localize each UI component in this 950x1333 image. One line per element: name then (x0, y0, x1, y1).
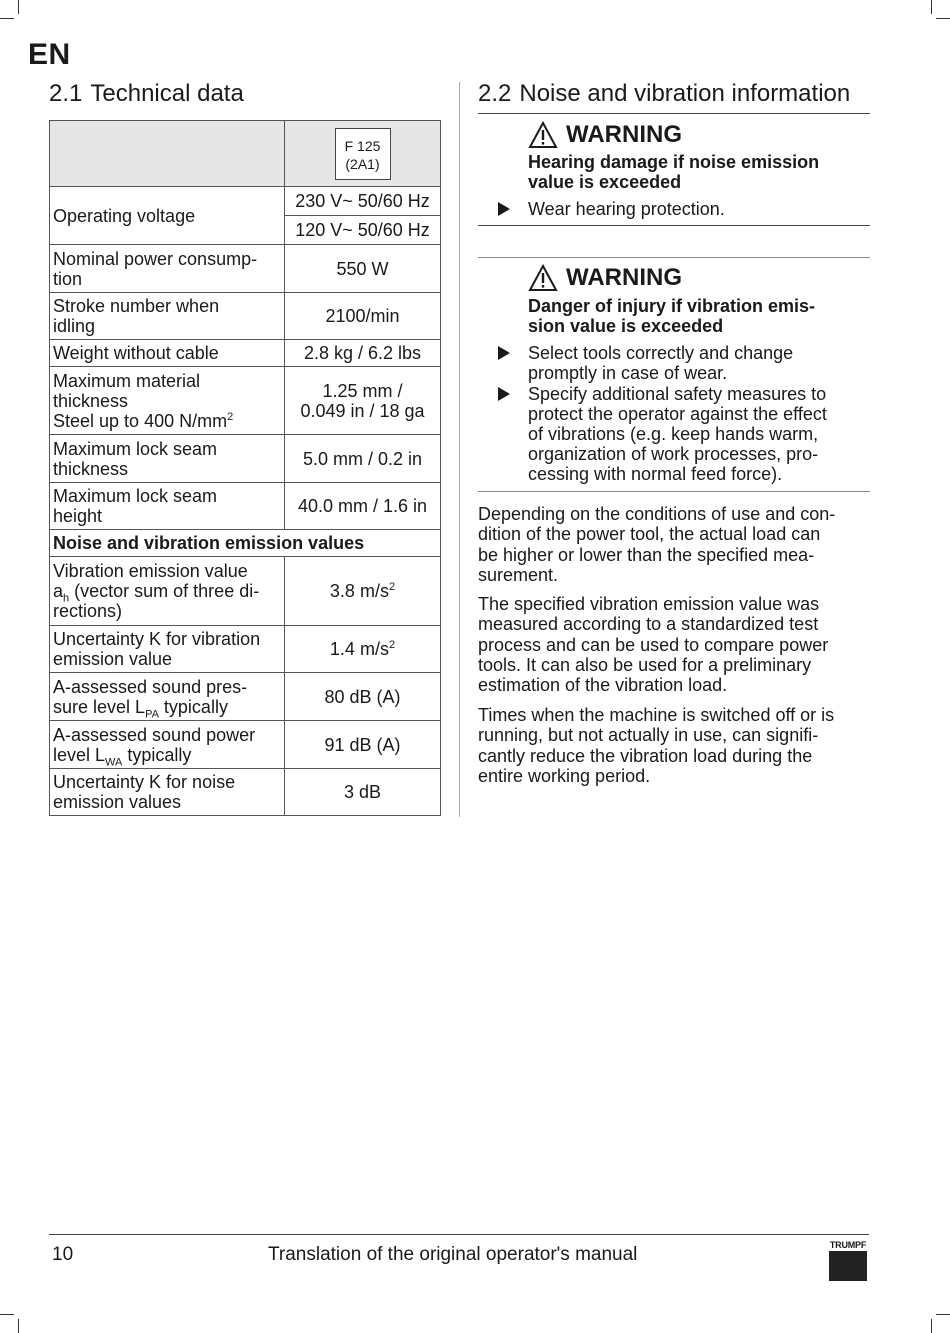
power-level-label-sub: WA (105, 756, 123, 769)
bullet-arrow-icon (498, 387, 510, 401)
row-value-sound-pressure: 80 dB (A) (285, 673, 441, 721)
row-value-vibration (285, 557, 441, 626)
row-label-power: Nominal power consump- tion (50, 245, 285, 293)
table-row (50, 626, 441, 673)
material-label-sup: 2 (227, 410, 234, 423)
table-header-empty (50, 121, 285, 187)
vibration-label-a: Vibration emission value a (53, 561, 248, 601)
row-value-sound-power: 91 dB (A) (285, 721, 441, 769)
model-variant: (2A1) (345, 155, 380, 172)
table-row (50, 187, 441, 245)
section-title-text: Technical data (90, 80, 244, 107)
table-row (50, 721, 441, 769)
table-row (50, 435, 441, 483)
crop-mark (936, 18, 950, 19)
column-divider (459, 82, 460, 817)
warning-heading (528, 264, 682, 292)
page-number: 10 (52, 1244, 74, 1265)
row-label-material (50, 367, 285, 435)
warning-heading (528, 121, 682, 149)
body-paragraph: The specified vibration emission value was measured according to a standardized test process and can be used to compare power tools. It can also be used for a preliminary estimation of the vibration load. (478, 594, 829, 696)
warning-description: Danger of injury if vibration emis- sion value is exceeded (528, 296, 816, 336)
row-value-vibration-uncertainty (285, 626, 441, 673)
model-box (335, 128, 391, 180)
row-value-voltage (285, 187, 441, 245)
table-row (50, 367, 441, 435)
section-title-text: Noise and vibration information (519, 80, 851, 107)
row-label-vibration (50, 557, 285, 626)
crop-mark (931, 0, 932, 14)
body-paragraph: Depending on the conditions of use and con- dition of the power tool, the actual load can be higher or lower than the specified mea- surement. (478, 504, 836, 585)
logo-block (829, 1251, 867, 1281)
bullet-text: Select tools correctly and change promptly in case of wear. (528, 343, 794, 383)
material-label-text: Maximum material thickness Steel up to 400 N/mm (53, 370, 228, 431)
row-label-voltage: Operating voltage (50, 187, 285, 245)
table-row (50, 245, 441, 293)
warning-description: Hearing damage if noise emission value is exceeded (528, 152, 820, 192)
crop-mark (936, 1314, 950, 1315)
technical-data-table (49, 120, 441, 816)
table-row (50, 340, 441, 367)
model-name: F 125 (344, 137, 381, 154)
warning-bullet (498, 199, 868, 219)
table-row (50, 483, 441, 530)
table-header-row (50, 121, 441, 187)
language-label: EN (28, 38, 71, 71)
row-label-sound-pressure (50, 673, 285, 721)
crop-mark (18, 1319, 19, 1333)
section-title-technical-data (49, 80, 244, 108)
section-number: 2.1 (49, 80, 83, 107)
warning-title: WARNING (566, 264, 682, 291)
section-title-noise-vibration (478, 80, 850, 108)
vibration-value-sup: 2 (388, 581, 396, 593)
power-level-label-a: A-assessed sound power level L (53, 724, 256, 765)
row-label-vibration-uncertainty: Uncertainty K for vibration emission value (50, 626, 285, 673)
bullet-arrow-icon (498, 346, 510, 360)
warning-bullet (498, 384, 868, 484)
power-level-label-b: typically (122, 744, 192, 765)
row-value-material: 1.25 mm / 0.049 in / 18 ga (285, 367, 441, 435)
vib-uncert-value-sup: 2 (388, 639, 396, 651)
pressure-label-b: typically (158, 696, 228, 717)
row-value-weight: 2.8 kg / 6.2 lbs (285, 340, 441, 367)
row-value-noise-uncertainty: 3 dB (285, 769, 441, 816)
warning-title: WARNING (566, 121, 682, 148)
bullet-text: Specify additional safety measures to protect the operator against the effect of vibrations (e.g. keep hands warm, organization of work processes, pro- cessing with normal feed force). (528, 384, 827, 484)
section-title-rule (478, 113, 870, 114)
table-row (50, 293, 441, 340)
warning-top-rule (478, 257, 870, 258)
table-subheader: Noise and vibration emission values (50, 530, 441, 557)
row-label-weight: Weight without cable (50, 340, 285, 367)
crop-mark (931, 1319, 932, 1333)
body-paragraph: Times when the machine is switched off or is running, but not actually in use, can signifi- cantly reduce the vibration load during the entire working period. (478, 705, 835, 786)
table-header-model (285, 121, 441, 187)
warning-bullet (498, 343, 868, 383)
pressure-label-sub: PA (145, 708, 159, 721)
bullet-arrow-icon (498, 202, 510, 216)
bullet-text: Wear hearing protection. (528, 199, 725, 219)
voltage-value-120: 120 V~ 50/60 Hz (295, 220, 430, 240)
logo-wordmark: TRUMPF (829, 1240, 867, 1250)
section-number: 2.2 (478, 80, 512, 107)
row-label-noise-uncertainty: Uncertainty K for noise emission values (50, 769, 285, 816)
warning-bottom-rule (478, 225, 870, 226)
warning-triangle-icon (528, 121, 558, 149)
voltage-value-230: 230 V~ 50/60 Hz (285, 187, 440, 216)
crop-mark (18, 0, 19, 14)
trumpf-logo (829, 1240, 867, 1281)
row-value-lock-thickness: 5.0 mm / 0.2 in (285, 435, 441, 483)
row-value-lock-height: 40.0 mm / 1.6 in (285, 483, 441, 530)
vibration-label-b: (vector sum of three di- rections) (53, 581, 260, 621)
row-label-lock-thickness: Maximum lock seam thickness (50, 435, 285, 483)
vib-uncert-value: 1.4 m/s (329, 639, 389, 659)
table-row (50, 673, 441, 721)
vibration-label-sub: h (63, 592, 70, 605)
row-label-lock-height: Maximum lock seam height (50, 483, 285, 530)
footer-rule (49, 1234, 869, 1235)
footer-text: Translation of the original operator's manual (268, 1244, 638, 1265)
crop-mark (0, 18, 14, 19)
row-label-stroke: Stroke number when idling (50, 293, 285, 340)
pressure-label-a: A-assessed sound pres- sure level L (53, 676, 248, 717)
table-subheader-row (50, 530, 441, 557)
crop-mark (0, 1314, 14, 1315)
row-label-sound-power (50, 721, 285, 769)
vibration-value: 3.8 m/s (329, 581, 389, 601)
row-value-stroke: 2100/min (285, 293, 441, 340)
warning-triangle-icon (528, 264, 558, 292)
warning-bottom-rule (478, 491, 870, 492)
table-row (50, 769, 441, 816)
row-value-power: 550 W (285, 245, 441, 293)
table-row (50, 557, 441, 626)
